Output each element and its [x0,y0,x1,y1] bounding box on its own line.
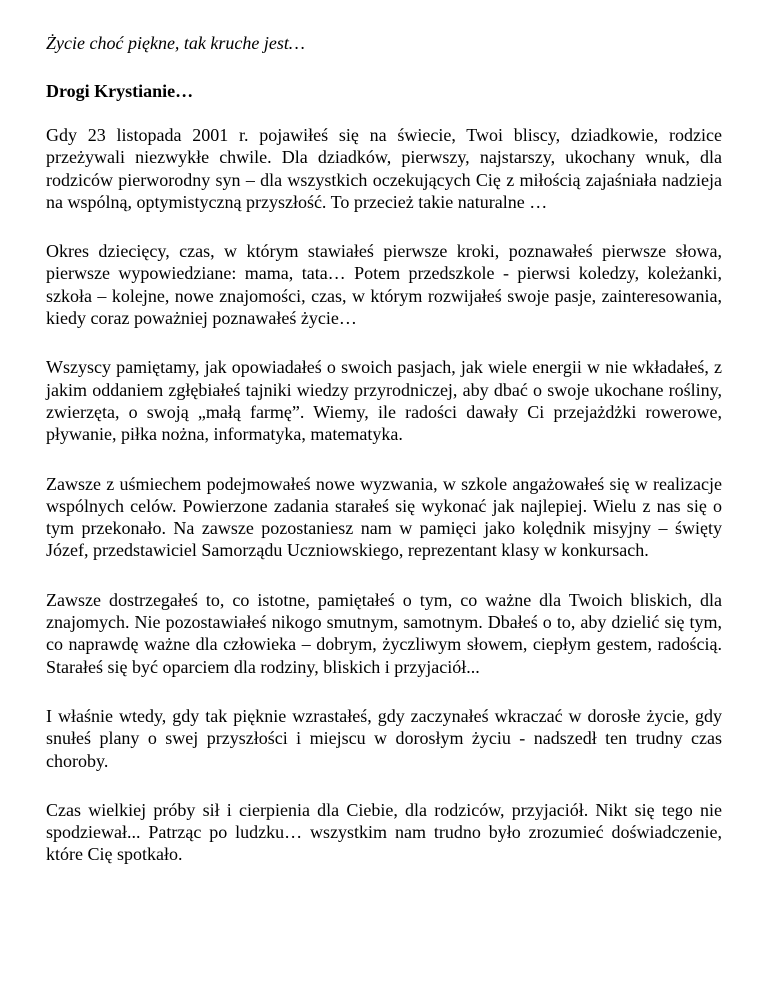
paragraph-6: I właśnie wtedy, gdy tak pięknie wzrastałeś, gdy zaczynałeś wkraczać w dorosłe życie, gdy snułeś plany o swej przyszłości i miejscu w dorosłym życiu - nadszedł ten trudny czas choroby. [46,705,722,771]
paragraph-4: Zawsze z uśmiechem podejmowałeś nowe wyzwania, w szkole angażowałeś się w realizacje wspólnych celów. Powierzone zadania starałeś się wykonać jak najlepiej. Wielu z nas się o tym przekonało. Na zawsze pozostaniesz nam w pamięci jako kolędnik misyjny – święty Józef, przedstawiciel Samorządu Uczniowskiego, reprezentant klasy w konkursach. [46,473,722,561]
epigraph: Życie choć piękne, tak kruche jest… [46,33,305,53]
paragraph-7: Czas wielkiej próby sił i cierpienia dla Ciebie, dla rodziców, przyjaciół. Nikt się tego nie spodziewał... Patrząc po ludzku… wszystkim nam trudno było zrozumieć doświadczenie, które Cię spotkało. [46,799,722,865]
document-page [46,32,722,893]
salutation: Drogi Krystianie… [46,81,194,101]
paragraph-1: Gdy 23 listopada 2001 r. pojawiłeś się na świecie, Twoi bliscy, dziadkowie, rodzice przeżywali niezwykłe chwile. Dla dziadków, pierwszy, najstarszy, ukochany wnuk, dla rodziców pierworodny syn – dla wszystkich oczekujących Cię z miłością zajaśniała nadzieja na wspólną, optymistyczną przyszłość. To przecież takie naturalne … [46,125,722,212]
paragraph-3: Wszyscy pamiętamy, jak opowiadałeś o swoich pasjach, jak wiele energii w nie wkładałeś, z jakim oddaniem zgłębiałeś tajniki wiedzy przyrodniczej, aby dbać o swoje ukochane rośliny, zwierzęta, o swoją „małą farmę”. Wiemy, ile radości dawały Ci przejażdżki rowerowe, pływanie, piłka nożna, informatyka, matematyka. [46,357,722,445]
paragraph-2: Okres dziecięcy, czas, w którym stawiałeś pierwsze kroki, poznawałeś pierwsze słowa, pierwsze wypowiedziane: mama, tata… Potem przedszkole - pierwsi koledzy, koleżanki, szkoła – kolejne, nowe znajomości, czas, w którym rozwijałeś swoje pasje, zainteresowania, kiedy coraz poważniej poznawałeś życie… [46,241,722,329]
paragraph-5: Zawsze dostrzegałeś to, co istotne, pamiętałeś o tym, co ważne dla Twoich bliskich, dla znajomych. Nie pozostawiałeś nikogo smutnym, samotnym. Dbałeś o to, aby dzielić się tym, co naprawdę ważne dla człowieka – dobrym, życzliwym słowem, ciepłym gestem, radością. Starałeś się być oparciem dla rodziny, bliskich i przyjaciół... [46,589,722,677]
